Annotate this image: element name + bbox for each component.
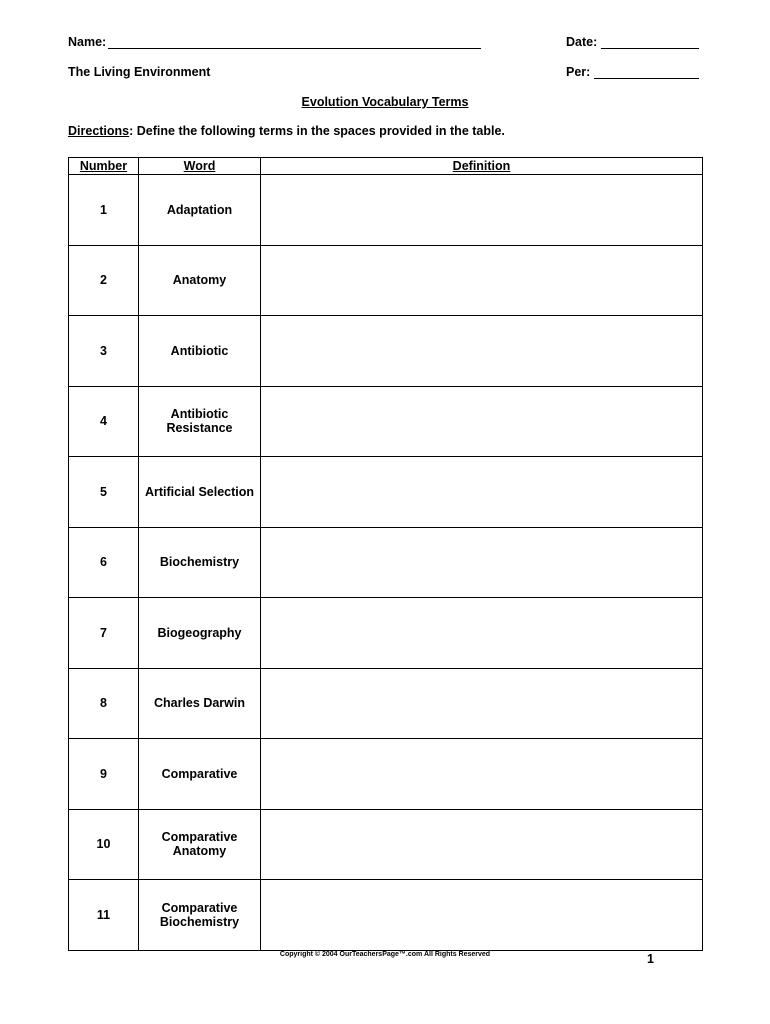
table-row xyxy=(69,809,703,880)
column-header-definition: Definition xyxy=(261,158,703,175)
definition-cell[interactable] xyxy=(261,457,703,528)
column-header-number: Number xyxy=(69,158,139,175)
term-number: 11 xyxy=(69,880,139,951)
table-row xyxy=(69,245,703,316)
term-number: 3 xyxy=(69,316,139,387)
period-label: Per: xyxy=(566,65,591,79)
term-number: 4 xyxy=(69,386,139,457)
term-word: Biochemistry xyxy=(139,527,261,598)
table-row xyxy=(69,316,703,387)
directions-text: : Define the following terms in the spaces provided in the table. xyxy=(129,124,505,138)
date-label: Date: xyxy=(566,35,598,49)
term-word: Comparative Biochemistry xyxy=(139,880,261,951)
definition-cell[interactable] xyxy=(261,880,703,951)
page-title: Evolution Vocabulary Terms xyxy=(301,95,469,109)
period-field-line[interactable] xyxy=(594,78,699,79)
term-number: 2 xyxy=(69,245,139,316)
name-label: Name: xyxy=(68,35,107,49)
term-number: 8 xyxy=(69,668,139,739)
table-header-row xyxy=(69,158,703,175)
table-row xyxy=(69,175,703,246)
table-row xyxy=(69,598,703,669)
definition-cell[interactable] xyxy=(261,598,703,669)
directions xyxy=(68,124,505,138)
term-word: Charles Darwin xyxy=(139,668,261,739)
term-word: Antibiotic xyxy=(139,316,261,387)
term-number: 5 xyxy=(69,457,139,528)
term-word: Comparative xyxy=(139,739,261,810)
term-word: Biogeography xyxy=(139,598,261,669)
definition-cell[interactable] xyxy=(261,245,703,316)
term-number: 9 xyxy=(69,739,139,810)
directions-label: Directions xyxy=(68,124,130,138)
definition-cell[interactable] xyxy=(261,386,703,457)
definition-cell[interactable] xyxy=(261,527,703,598)
term-number: 6 xyxy=(69,527,139,598)
course-name: The Living Environment xyxy=(68,65,211,79)
table-row xyxy=(69,527,703,598)
definition-cell[interactable] xyxy=(261,175,703,246)
table-row xyxy=(69,457,703,528)
definition-cell[interactable] xyxy=(261,316,703,387)
table-row xyxy=(69,739,703,810)
vocabulary-table xyxy=(68,157,703,951)
column-header-word: Word xyxy=(139,158,261,175)
term-word: Adaptation xyxy=(139,175,261,246)
copyright-notice: Copyright © 2004 OurTeachersPage™.com All Rights Reserved xyxy=(279,951,491,958)
table-row xyxy=(69,386,703,457)
term-number: 7 xyxy=(69,598,139,669)
term-word: Anatomy xyxy=(139,245,261,316)
term-word: Comparative Anatomy xyxy=(139,809,261,880)
definition-cell[interactable] xyxy=(261,809,703,880)
table-row xyxy=(69,880,703,951)
page-number: 1 xyxy=(647,952,654,966)
term-word: Artificial Selection xyxy=(139,457,261,528)
term-number: 10 xyxy=(69,809,139,880)
date-field-line[interactable] xyxy=(601,48,699,49)
name-field-line[interactable] xyxy=(108,48,481,49)
definition-cell[interactable] xyxy=(261,739,703,810)
term-number: 1 xyxy=(69,175,139,246)
term-word: Antibiotic Resistance xyxy=(139,386,261,457)
definition-cell[interactable] xyxy=(261,668,703,739)
table-row xyxy=(69,668,703,739)
